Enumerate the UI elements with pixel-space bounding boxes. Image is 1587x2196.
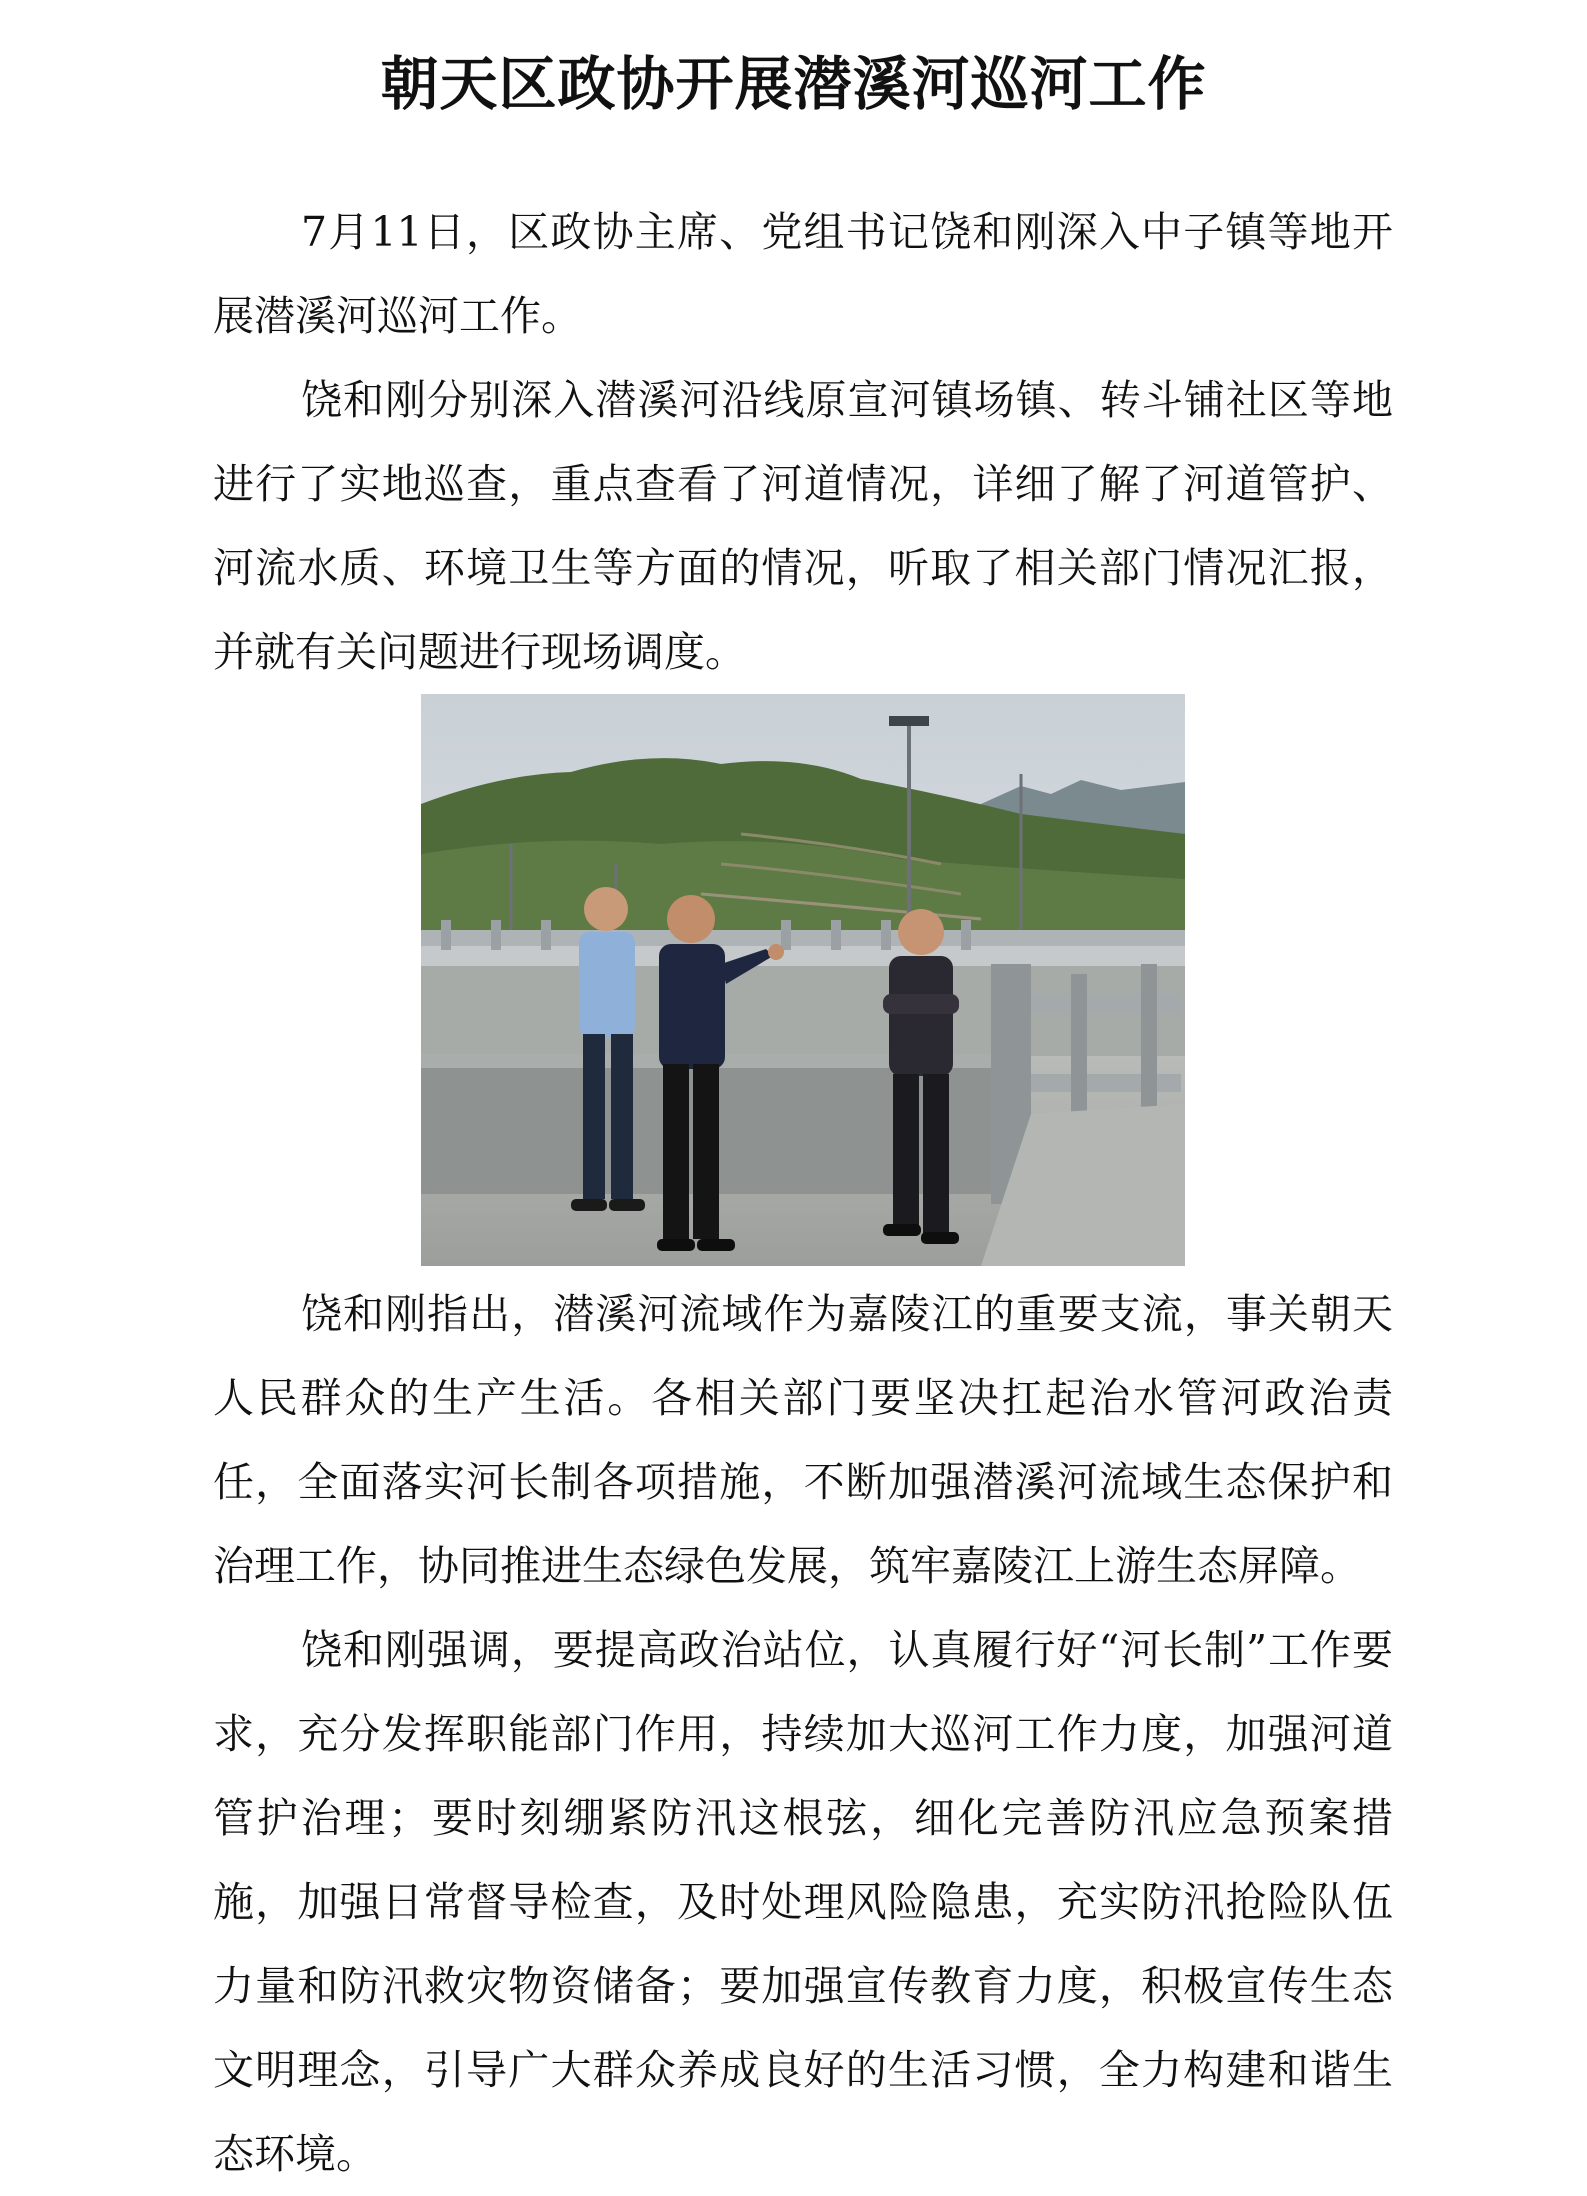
- photo-illustration: [421, 694, 1185, 1266]
- inspection-photo: [421, 694, 1185, 1266]
- paragraph-2: 饶和刚分别深入潜溪河沿线原宣河镇场镇、转斗铺社区等地进行了实地巡查，重点查看了河道情况，详细了解了河道管护、河流水质、环境卫生等方面的情况，听取了相关部门情况汇报，并就有关问题进行现场调度。: [213, 376, 1393, 676]
- paragraph-4: 饶和刚强调，要提高政治站位，认真履行好“河长制”工作要求，充分发挥职能部门作用，持续加大巡河工作力度，加强河道管护治理；要时刻绷紧防汛这根弦，细化完善防汛应急预案措施，加强日常督导检查，及时处理风险隐患，充实防汛抢险队伍力量和防汛救灾物资储备；要加强宣传教育力度，积极宣传生态文明理念，引导广大群众养成良好的生活习惯，全力构建和谐生态环境。: [213, 1626, 1393, 2178]
- article-title: 朝天区政协开展潜溪河巡河工作: [380, 49, 1207, 118]
- paragraph-1: 7月11日，区政协主席、党组书记饶和刚深入中子镇等地开展潜溪河巡河工作。: [213, 208, 1393, 340]
- paragraph-3: 饶和刚指出，潜溪河流域作为嘉陵江的重要支流，事关朝天人民群众的生产生活。各相关部门要坚决扛起治水管河政治责任，全面落实河长制各项措施，不断加强潜溪河流域生态保护和治理工作，协同推进生态绿色发展，筑牢嘉陵江上游生态屏障。: [213, 1290, 1393, 1590]
